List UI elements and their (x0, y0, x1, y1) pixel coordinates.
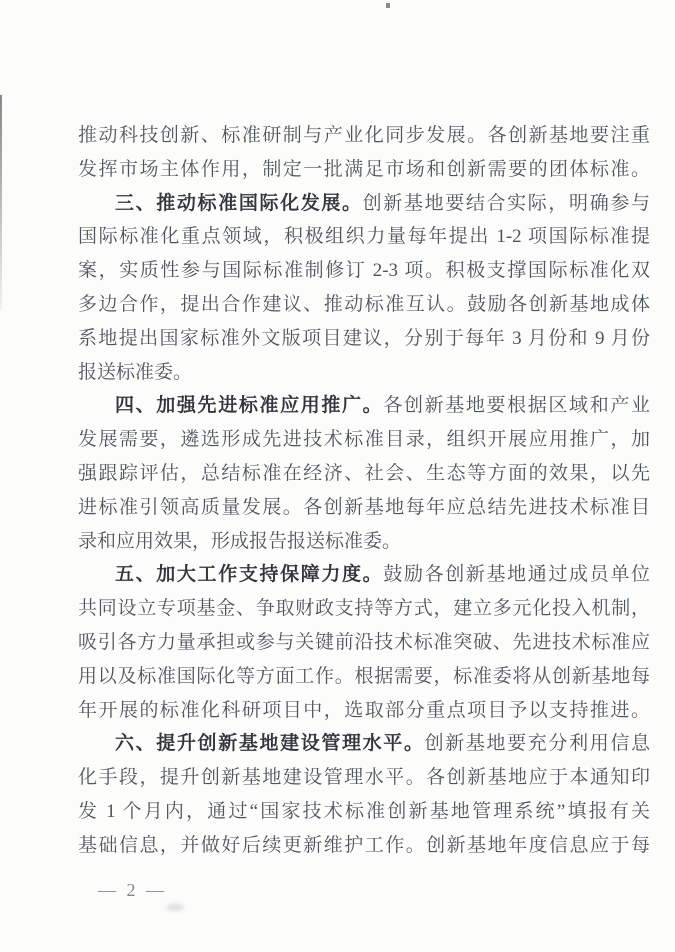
line-text: 发挥市场主体作用，制定一批满足市场和创新需要的团体标准。 (78, 158, 650, 180)
document-line-section-3 (78, 187, 650, 221)
document-line-section-4 (78, 389, 650, 423)
document-line (78, 829, 650, 863)
page-number: — 2 — (98, 880, 167, 900)
line-text: 创新基地要充分利用信息 (424, 733, 650, 755)
document-line (78, 254, 650, 288)
line-text: 吸引各方力量承担或参与关键前沿技术标准突破、先进技术标准应 (78, 631, 650, 653)
document-line (78, 153, 650, 187)
section-heading: 四、加强先进标准应用推广。 (115, 395, 384, 417)
scan-smudge-artifact (166, 904, 184, 911)
line-text: 系地提出国家标准外文版项目建议，分别于每年 3 月份和 9 月份 (78, 327, 650, 349)
line-text: 创新基地要结合实际，明确参与 (362, 192, 650, 214)
document-line-section-5 (78, 558, 650, 592)
line-text: 用以及标准国际化等方面工作。根据需要，标准委将从创新基地每 (78, 665, 650, 687)
line-text: 鼓励各创新基地通过成员单位 (383, 564, 650, 586)
document-line (78, 491, 650, 525)
line-text: 推动科技创新、标准研制与产业化同步发展。各创新基地要注重 (78, 125, 650, 146)
line-text: 进标准引领高质量发展。各创新基地每年应总结先进技术标准目 (78, 496, 650, 518)
document-line (78, 694, 650, 728)
section-heading: 三、推动标准国际化发展。 (115, 192, 363, 214)
document-line (78, 660, 650, 694)
document-line (78, 119, 650, 153)
document-line (78, 288, 650, 322)
line-text: 案，实质性参与国际标准制修订 2-3 项。积极支撑国际标准化双 (78, 260, 650, 282)
document-line (78, 322, 650, 356)
document-line (78, 592, 650, 626)
document-line (78, 525, 650, 559)
scan-speck-artifact (386, 3, 390, 8)
document-line (78, 626, 650, 660)
document-line-section-6 (78, 727, 650, 761)
document-line (78, 761, 650, 795)
document-line (78, 457, 650, 491)
document-line (78, 423, 650, 457)
line-text: 年开展的标准化科研项目中，选取部分重点项目予以支持推进。 (78, 699, 650, 721)
line-text: 国际标准化重点领域，积极组织力量每年提出 1-2 项国际标准提 (78, 226, 650, 248)
line-text: 各创新基地要根据区域和产业 (383, 395, 650, 417)
line-text: 化手段，提升创新基地建设管理水平。各创新基地应于本通知印 (78, 767, 650, 789)
line-text: 基础信息，并做好后续更新维护工作。创新基地年度信息应于每 (78, 834, 650, 856)
scan-edge-artifact (0, 95, 2, 310)
line-text: 录和应用效果，形成报告报送标准委。 (78, 530, 402, 552)
document-body (78, 119, 650, 863)
document-line (78, 220, 650, 254)
line-text: 多边合作，提出合作建议、推动标准互认。鼓励各创新基地成体 (78, 293, 650, 315)
line-text: 发 1 个月内，通过“国家技术标准创新基地管理系统”填报有关 (78, 800, 650, 822)
line-text: 报送标准委。 (78, 361, 193, 383)
section-heading: 六、提升创新基地建设管理水平。 (115, 733, 425, 755)
document-line (78, 795, 650, 829)
line-text: 共同设立专项基金、争取财政支持等方式，建立多元化投入机制， (78, 598, 650, 620)
document-line (78, 356, 650, 390)
line-text: 强跟踪评估，总结标准在经济、社会、生态等方面的效果，以先 (78, 462, 650, 484)
section-heading: 五、加大工作支持保障力度。 (115, 564, 384, 586)
line-text: 发展需要，遴选形成先进技术标准目录，组织开展应用推广，加 (78, 429, 650, 451)
